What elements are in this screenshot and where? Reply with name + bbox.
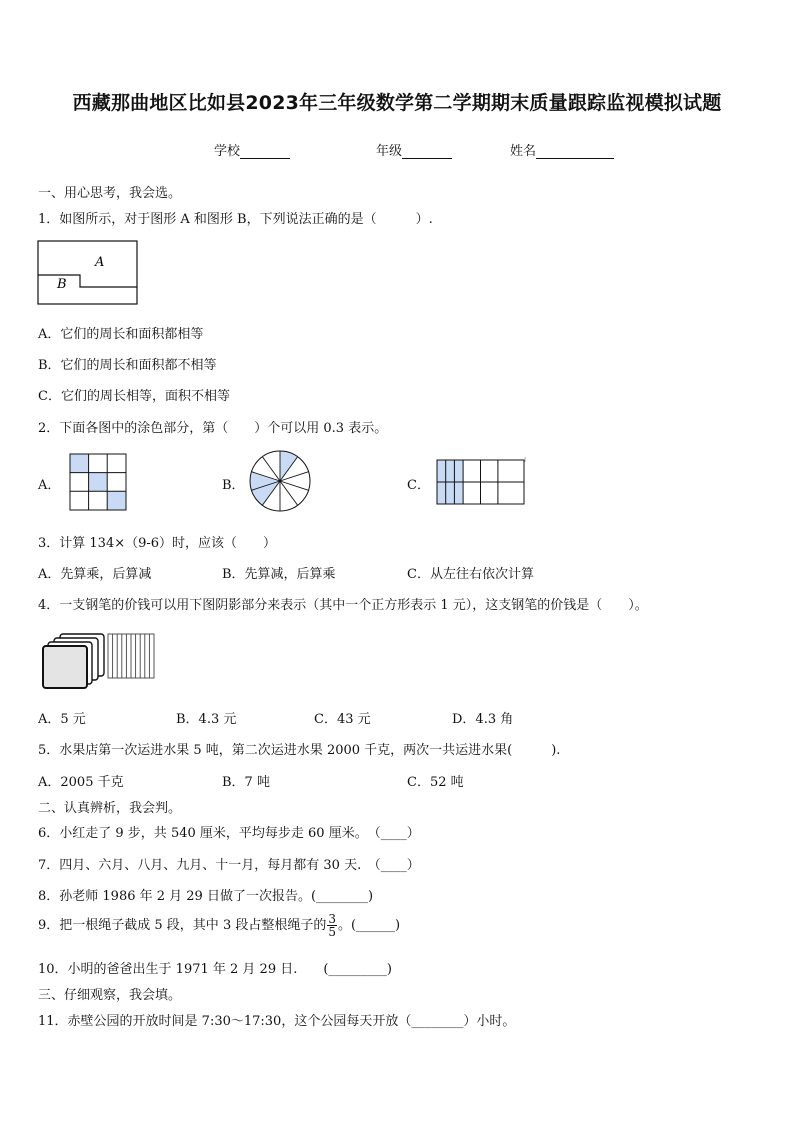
q9-numerator: 3	[328, 912, 336, 926]
name-field[interactable]	[510, 140, 614, 159]
school-label: 学校	[214, 144, 241, 159]
q1-figure	[37, 240, 139, 306]
q4-option-b[interactable]: B．4.3 元	[176, 712, 237, 727]
q3-option-a[interactable]: A．先算乘，后算减	[38, 567, 152, 582]
name-label: 姓名	[510, 144, 537, 159]
q2a-cell-shaded	[107, 491, 126, 510]
q2-figure-b-circle	[248, 449, 312, 513]
q1-option-a[interactable]: A．它们的周长和面积都相等	[38, 327, 204, 342]
question-1: 1．如图所示，对于图形 A 和图形 B，下列说法正确的是（ ）.	[38, 212, 433, 227]
q4-option-a[interactable]: A．5 元	[38, 712, 86, 727]
q5-option-c[interactable]: C．52 吨	[407, 775, 464, 790]
q9-text-before: 9．把一根绳子截成 5 段，其中 3 段占整根绳子的	[38, 918, 327, 933]
question-9[interactable]	[38, 913, 400, 938]
page-title: 西藏那曲地区比如县2023年三年级数学第二学期期末质量跟踪监视模拟试题	[72, 92, 722, 114]
school-field[interactable]	[214, 140, 290, 159]
q4-option-d[interactable]: D．4.3 角	[452, 712, 514, 727]
question-11[interactable]: 11．赤壁公园的开放时间是 7:30～17:30，这个公园每天开放（________）小时。	[38, 1014, 516, 1029]
question-6[interactable]: 6．小红走了 9 步，共 540 厘米，平均每步走 60 厘米。 （____）	[38, 826, 420, 841]
question-8[interactable]: 8．孙老师 1986 年 2 月 29 日做了一次报告。(________)	[38, 889, 374, 904]
grade-blank[interactable]	[402, 144, 452, 159]
q4-option-c[interactable]: C．43 元	[314, 712, 371, 727]
q9-denominator: 5	[328, 925, 336, 939]
q2-label-c[interactable]: C．	[407, 478, 430, 493]
question-10[interactable]: 10．小明的爸爸出生于 1971 年 2 月 29 日. (_________)	[38, 962, 393, 977]
question-4: 4．一支钢笔的价钱可以用下图阴影部分来表示（其中一个正方形表示 1 元），这支钢笔的价钱是（ ）。	[38, 598, 648, 613]
q3-option-b[interactable]: B．先算减，后算乘	[222, 567, 336, 582]
q5-option-b[interactable]: B．7 吨	[222, 775, 270, 790]
q4-square-front	[43, 646, 87, 688]
section-3-heading: 三、仔细观察，我会填。	[38, 988, 182, 1003]
q9-text-after: 。(______)	[337, 918, 401, 933]
q9-fraction	[327, 913, 337, 938]
name-blank[interactable]	[536, 144, 614, 159]
question-2: 2．下面各图中的涂色部分，第（ ）个可以用 0.3 表示。	[38, 421, 388, 436]
q2a-cell-shaded	[70, 454, 89, 473]
grade-label: 年级	[376, 144, 403, 159]
grade-field[interactable]	[376, 140, 452, 159]
q2-figure-a-grid	[69, 453, 127, 511]
q1-label-b: B	[57, 277, 67, 292]
section-2-heading: 二、认真辨析，我会判。	[38, 801, 182, 816]
q5-option-a[interactable]: A．2005 千克	[38, 775, 124, 790]
q2a-cell-shaded	[89, 473, 108, 492]
q2-figure-c-rect	[436, 456, 528, 506]
q2-label-a[interactable]: A．	[38, 478, 61, 493]
q1-option-c[interactable]: C．它们的周长相等，面积不相等	[38, 389, 230, 404]
school-blank[interactable]	[240, 144, 290, 159]
q1-outer-rect	[38, 241, 137, 304]
q2-label-b[interactable]: B．	[222, 478, 245, 493]
q1-divider-line	[38, 275, 137, 287]
question-5: 5．水果店第一次运进水果 5 吨，第二次运进水果 2000 千克，两次一共运进水果( ).	[38, 743, 561, 758]
section-1-heading: 一、用心思考，我会选。	[38, 186, 182, 201]
q1-option-b[interactable]: B．它们的周长和面积都不相等	[38, 358, 217, 373]
question-3: 3．计算 134×（9-6）时，应该（ ）	[38, 536, 277, 551]
q3-option-c[interactable]: C．从左往右依次计算	[407, 567, 534, 582]
q4-figure	[42, 630, 160, 692]
q1-label-a: A	[95, 255, 105, 270]
question-7[interactable]: 7．四月、六月、八月、九月、十一月，每月都有 30 天. （____）	[38, 858, 420, 873]
